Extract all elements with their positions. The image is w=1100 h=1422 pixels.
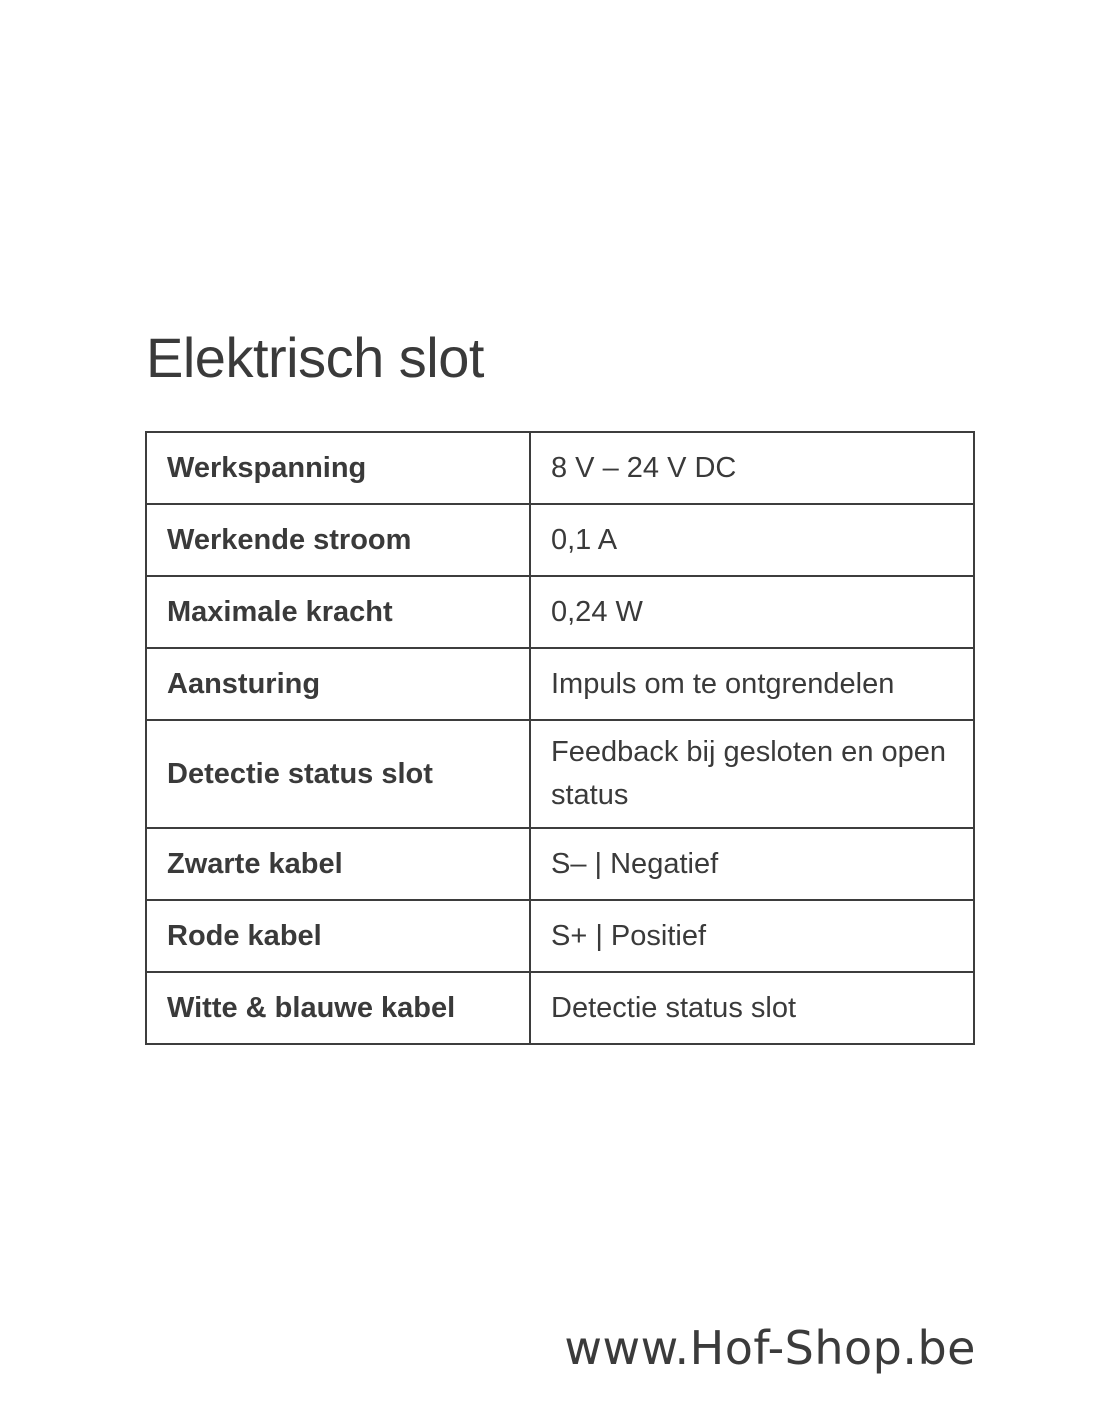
spec-value: Impuls om te ontgrendelen <box>530 648 974 720</box>
table-row <box>146 648 974 720</box>
spec-label: Zwarte kabel <box>146 828 530 900</box>
spec-label: Werkspanning <box>146 432 530 504</box>
spec-value: S– | Negatief <box>530 828 974 900</box>
spec-value: Feedback bij gesloten en open status <box>530 720 974 828</box>
table-row <box>146 900 974 972</box>
spec-value: Detectie status slot <box>530 972 974 1044</box>
page-title: Elektrisch slot <box>146 326 484 389</box>
table-row <box>146 576 974 648</box>
spec-label: Werkende stroom <box>146 504 530 576</box>
spec-table <box>145 431 975 1045</box>
table-row <box>146 972 974 1044</box>
spec-value: 0,24 W <box>530 576 974 648</box>
spec-label: Witte & blauwe kabel <box>146 972 530 1044</box>
spec-value: 0,1 A <box>530 504 974 576</box>
table-row <box>146 828 974 900</box>
spec-label: Aansturing <box>146 648 530 720</box>
table-row <box>146 720 974 828</box>
spec-label: Detectie status slot <box>146 720 530 828</box>
spec-label: Maximale kracht <box>146 576 530 648</box>
table-row <box>146 432 974 504</box>
site-url: www.Hof-Shop.be <box>564 1321 976 1375</box>
spec-value: S+ | Positief <box>530 900 974 972</box>
table-row <box>146 504 974 576</box>
spec-value: 8 V – 24 V DC <box>530 432 974 504</box>
spec-label: Rode kabel <box>146 900 530 972</box>
